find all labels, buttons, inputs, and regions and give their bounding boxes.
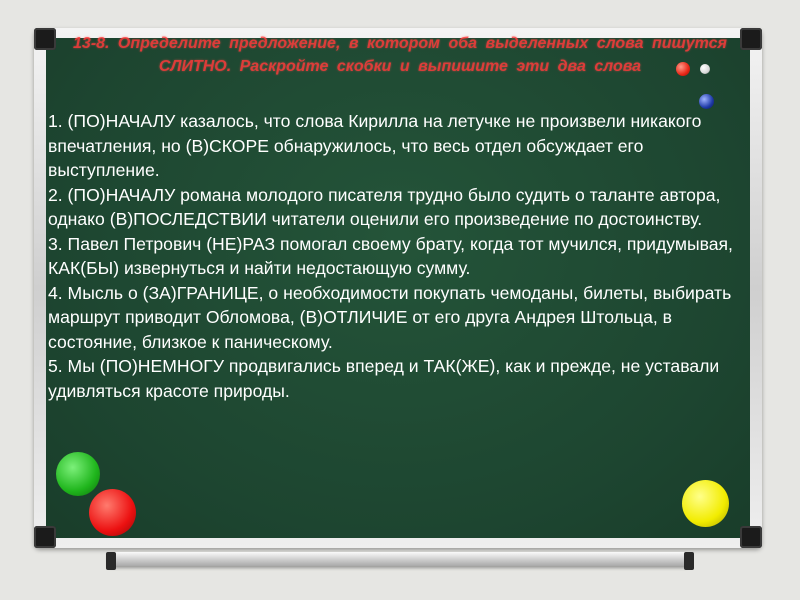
task-body — [48, 109, 748, 403]
small-red-magnet — [676, 62, 690, 76]
sentence-item: 3. Павел Петрович (НЕ)РАЗ помогал своему брату, когда тот мучился, придумывая, КАК(БЫ) извернуться и найти недостающую сумму. — [48, 233, 733, 278]
sentence-item: 2. (ПО)НАЧАЛУ романа молодого писателя трудно было судить о таланте автора, однако (В)ПОСЛЕДСТВИИ читатели оценили его произведение по достоинству. — [48, 184, 721, 229]
tray-cap-left — [106, 552, 116, 570]
small-blue-magnet — [699, 94, 714, 109]
red-magnet[interactable] — [89, 489, 136, 536]
frame-corner-bottom-left — [34, 526, 56, 548]
tray-cap-right — [684, 552, 694, 570]
small-white-magnet — [700, 64, 710, 74]
green-magnet[interactable] — [56, 452, 100, 496]
yellow-magnet[interactable] — [682, 480, 729, 527]
sentence-item: 1. (ПО)НАЧАЛУ казалось, что слова Кирилла на летучке не произвели никакого впечатления, но (В)СКОРЕ обнаружилось, что весь отдел обсуждает его выступление. — [48, 111, 702, 180]
chalk-tray — [108, 552, 688, 566]
sentence-item: 4. Мысль о (ЗА)ГРАНИЦЕ, о необходимости покупать чемоданы, билеты, выбирать маршрут приводит Обломова, (В)ОТЛИЧИЕ от его друга Андрея Штольца, в состояние, близкое к паническому. — [48, 282, 732, 352]
task-title: 13-8. Определите предложение, в котором оба выделенных слова пишутся СЛИТНО. Раскройте скобки и выпишите эти два слова — [73, 35, 727, 75]
frame-corner-bottom-right — [740, 526, 762, 548]
sentence-item: 5. Мы (ПО)НЕМНОГУ продвигались вперед и ТАК(ЖЕ), как и прежде, не уставали удивляться красоте природы. — [48, 356, 720, 401]
